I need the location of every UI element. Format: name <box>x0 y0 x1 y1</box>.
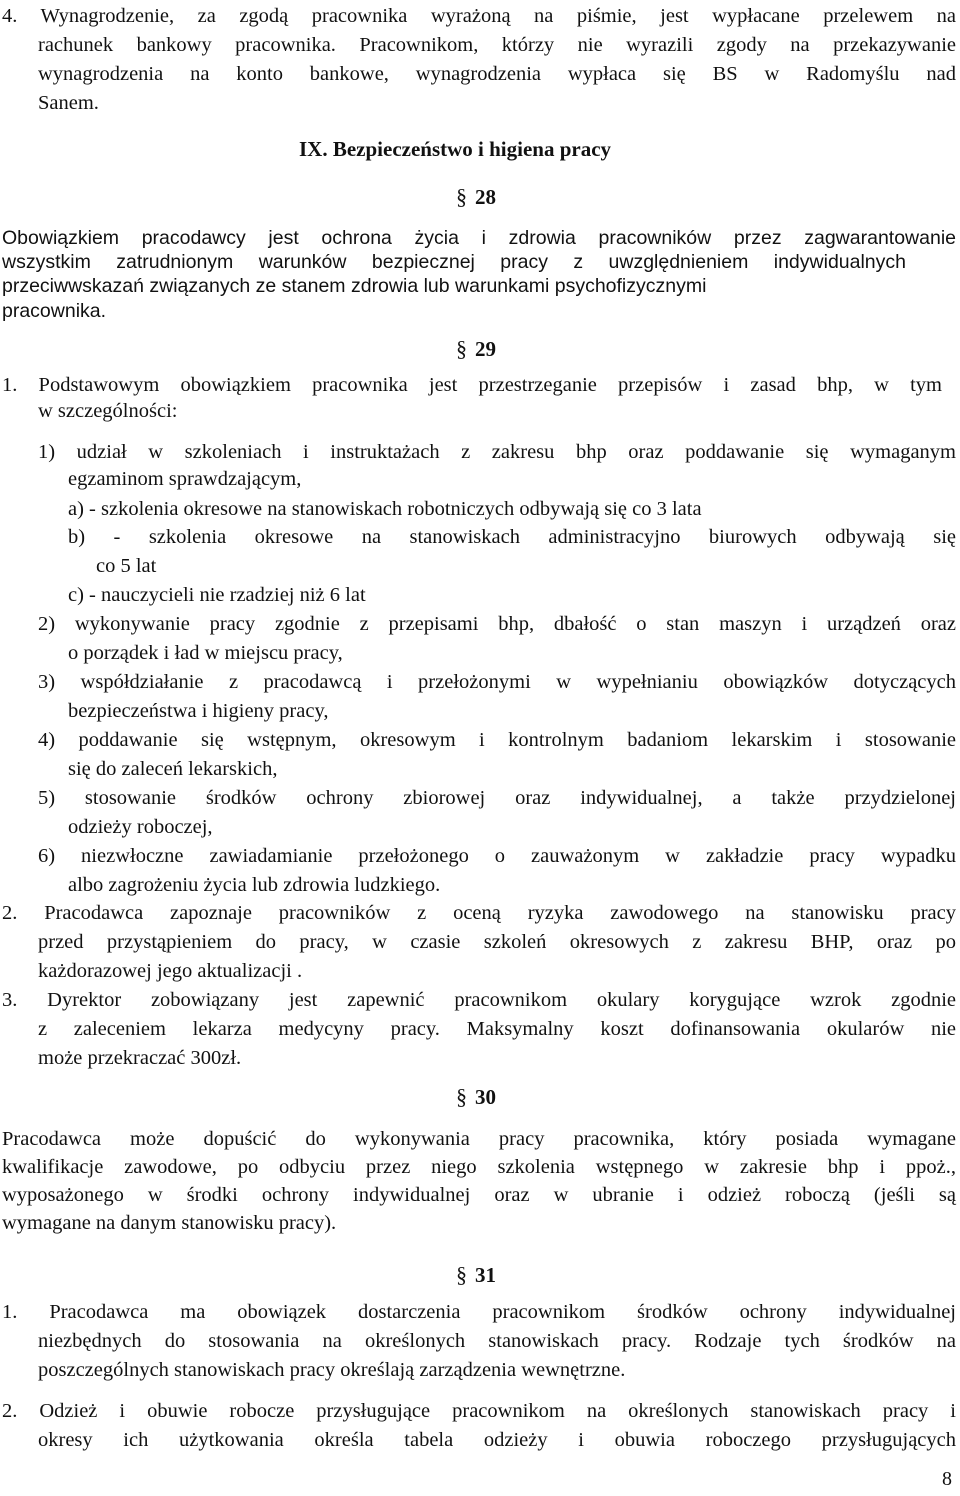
section-number: 31 <box>475 1263 496 1287</box>
item-6-line-1: 6) niezwłoczne zawiadamianie przełożonego o zauważonym w zakładzie pracy wypadku <box>38 845 956 867</box>
item-6-line-2: albo zagrożeniu życia lub zdrowia ludzkiego. <box>68 874 441 896</box>
section-28-line-1: Obowiązkiem pracodawcy jest ochrona życia i zdrowia pracowników przez zagwarantowanie <box>2 227 956 249</box>
para-4-line-1: 4. Wynagrodzenie, za zgodą pracownika wyrażoną na piśmie, jest wypłacane przelewem na <box>2 5 956 27</box>
section-29-para-2-line-1: 2. Pracodawca zapoznaje pracowników z oceną ryzyka zawodowego na stanowisku pracy <box>2 902 956 924</box>
section-29-para-3-line-2: z zaleceniem lekarza medycyny pracy. Maksymalny koszt dofinansowania okularów nie <box>38 1018 956 1040</box>
item-3-line-1: 3) współdziałanie z pracodawcą i przełożonymi w wypełnianiu obowiązków dotyczących <box>38 671 956 693</box>
item-4-line-1: 4) poddawanie się wstępnym, okresowym i kontrolnym badaniom lekarskim i stosowanie <box>38 729 956 751</box>
section-29-para-3-line-3: może przekraczać 300zł. <box>38 1047 242 1069</box>
item-1-line-2: egzaminom sprawdzającym, <box>68 468 302 490</box>
section-29-para-1-line-2: w szczególności: <box>38 400 178 422</box>
section-number: 29 <box>475 337 496 361</box>
section-31-para-1-line-1: 1. Pracodawca ma obowiązek dostarczenia pracownikom środków ochrony indywidualnej <box>2 1301 956 1323</box>
section-30-heading <box>456 1084 496 1110</box>
section-29-heading <box>456 336 496 362</box>
para-4-line-2: rachunek bankowy pracownika. Pracownikom, którzy nie wyrazili zgody na przekazywanie <box>38 34 956 56</box>
para-4-line-4: Sanem. <box>38 92 99 114</box>
section-29-para-3-line-1: 3. Dyrektor zobowiązany jest zapewnić pracownikom okulary korygujące wzrok zgodnie <box>2 989 956 1011</box>
section-number: 30 <box>475 1085 496 1109</box>
item-5-line-2: odzieży roboczej, <box>68 816 213 838</box>
section-29-para-1-line-1: 1. Podstawowym obowiązkiem pracownika jest przestrzeganie przepisów i zasad bhp, w tym <box>2 374 942 396</box>
section-30-line-4: wymagane na danym stanowisku pracy). <box>2 1212 337 1234</box>
item-1-c: c) - nauczycieli nie rzadziej niż 6 lat <box>68 584 366 606</box>
section-31-heading <box>456 1262 496 1288</box>
section-28-line-2: wszystkim zatrudnionym warunków bezpiecznej pracy z uwzględnieniem indywidualnych <box>2 251 906 273</box>
page-number: 8 <box>942 1468 952 1490</box>
section-30-line-3: wyposażonego w środki ochrony indywidualnej oraz w ubranie i odzież roboczą (jeśli są <box>2 1184 956 1206</box>
section-28-line-3: przeciwwskazań związanych ze stanem zdrowia lub warunkami psychofizycznymi <box>2 275 707 297</box>
section-28-line-4: pracownika. <box>2 300 107 322</box>
item-1-b-line-1: b) - szkolenia okresowe na stanowiskach administracyjno biurowych odbywają się <box>68 526 956 548</box>
para-4-line-3: wynagrodzenia na konto bankowe, wynagrodzenia wypłaca się BS w Radomyślu nad <box>38 63 956 85</box>
section-symbol: § <box>456 1262 467 1287</box>
section-30-line-1: Pracodawca może dopuścić do wykonywania pracy pracownika, który posiada wymagane <box>2 1128 956 1150</box>
item-3-line-2: bezpieczeństwa i higieny pracy, <box>68 700 329 722</box>
item-1-a: a) - szkolenia okresowe na stanowiskach robotniczych odbywają się co 3 lata <box>68 498 702 520</box>
section-29-para-2-line-3: każdorazowej jego aktualizacji . <box>38 960 303 982</box>
section-29-para-2-line-2: przed przystąpieniem do pracy, w czasie szkoleń okresowych z zakresu BHP, oraz po <box>38 931 956 953</box>
item-2-line-1: 2) wykonywanie pracy zgodnie z przepisami bhp, dbałość o stan maszyn i urządzeń oraz <box>38 613 956 635</box>
section-31-para-1-line-3: poszczególnych stanowiskach pracy określają zarządzenia wewnętrzne. <box>38 1359 626 1381</box>
section-31-para-2-line-2: okresy ich użytkowania określa tabela odzieży i obuwia roboczego przysługujących <box>38 1429 956 1451</box>
item-4-line-2: się do zaleceń lekarskich, <box>68 758 278 780</box>
section-symbol: § <box>456 184 467 209</box>
section-31-para-2-line-1: 2. Odzież i obuwie robocze przysługujące pracownikom na określonych stanowiskach pracy i <box>2 1400 956 1422</box>
section-30-line-2: kwalifikacje zawodowe, po odbyciu przez niego szkolenia wstępnego w zakresie bhp i ppoż., <box>2 1156 956 1178</box>
section-number: 28 <box>475 185 496 209</box>
section-31-para-1-line-2: niezbędnych do stosowania na określonych stanowiskach pracy. Rodzaje tych środków na <box>38 1330 956 1352</box>
section-symbol: § <box>456 1084 467 1109</box>
item-1-line-1: 1) udział w szkoleniach i instruktażach z zakresu bhp oraz poddawanie się wymaganym <box>38 441 956 463</box>
item-5-line-1: 5) stosowanie środków ochrony zbiorowej oraz indywidualnej, a także przydzielonej <box>38 787 956 809</box>
item-2-line-2: o porządek i ład w miejscu pracy, <box>68 642 343 664</box>
section-symbol: § <box>456 336 467 361</box>
chapter-heading: IX. Bezpieczeństwo i higiena pracy <box>299 137 612 161</box>
section-28-heading <box>456 184 496 210</box>
item-1-b-line-2: co 5 lat <box>96 555 157 577</box>
